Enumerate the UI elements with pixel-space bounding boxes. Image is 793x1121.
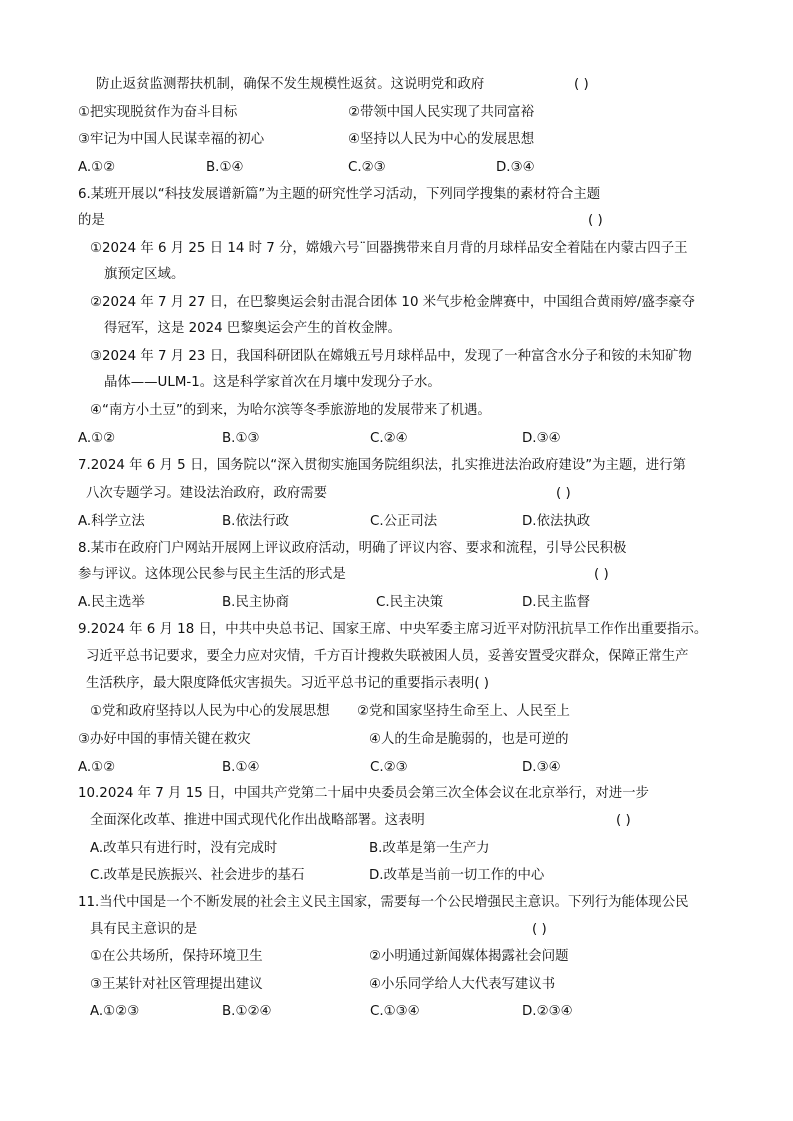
q11-choice-a: A.①②③ — [90, 1004, 140, 1019]
q11-stem-line1: 11.当代中国是一个不断发展的社会主义民主国家，需要每一个公民增强民主意识。下列行为能体现公民 — [78, 895, 689, 910]
q10-choice-c: C.改革是民族振兴、社会进步的基石 — [90, 868, 305, 883]
q10-choice-d: D.改革是当前一切工作的中心 — [369, 868, 545, 883]
q6-stem-line1: 6.某班开展以“科技发展谱新篇”为主题的研究性学习活动，下列同学搜集的素材符合主题 — [78, 187, 601, 202]
q7-stem-line1: 7.2024 年 6 月 5 日，国务院以“深入贯彻实施国务院组织法，扎实推进法治政府建设”为主题，进行第 — [78, 458, 686, 473]
q6-choice-d: D.③④ — [522, 431, 561, 446]
q7-stem-line2: 八次专题学习。建设法治政府，政府需要 — [86, 486, 328, 501]
q6-item-2-line1: ②2024 年 7 月 27 日，在巴黎奥运会射击混合团体 10 米气步枪金牌赛中，中国组合黄雨婷/盛李豪夺 — [90, 295, 696, 310]
q8-stem-line1: 8.某市在政府门户网站开展网上评议政府活动，明确了评议内容、要求和流程，引导公民积极 — [78, 541, 627, 556]
q6-item-1-line1: ①2024 年 6 月 25 日 14 时 7 分，嫦娥六号¨回器携带来自月背的月球样品安全着陆在内蒙古四子王 — [90, 241, 688, 256]
q6-item-2-line2: 得冠军，这是 2024 巴黎奥运会产生的首枚金牌。 — [104, 321, 402, 336]
q5-choice-b: B.①④ — [206, 160, 244, 175]
q6-item-1-line2: 旗预定区域。 — [104, 267, 185, 282]
q9-option-2: ②党和国家坚持生命至上、人民至上 — [357, 704, 570, 719]
q11-option-1: ①在公共场所，保持环境卫生 — [90, 949, 263, 964]
q9-stem-line2: 习近平总书记要求，要全力应对灾情，千方百计搜救失联被困人员，妥善安置受灾群众，保障正常生产 — [86, 649, 689, 664]
q5-option-2: ②带领中国人民实现了共同富裕 — [348, 105, 535, 120]
q6-choice-c: C.②④ — [370, 431, 408, 446]
q11-choice-d: D.②③④ — [522, 1004, 573, 1019]
q7-choice-a: A.科学立法 — [78, 514, 145, 529]
q6-item-3-line1: ③2024 年 7 月 23 日，我国科研团队在嫦娥五号月球样品中，发现了一种富含水分子和铵的未知矿物 — [90, 349, 692, 364]
q5-choice-c: C.②③ — [348, 160, 386, 175]
q6-choice-b: B.①③ — [222, 431, 260, 446]
q11-option-2: ②小明通过新闻媒体揭露社会问题 — [369, 949, 569, 964]
q10-choice-a: A.改革只有进行时，没有完成时 — [90, 841, 278, 856]
q9-choice-c: C.②③ — [370, 760, 408, 775]
q11-stem-line2: 具有民主意识的是 — [90, 922, 198, 937]
q11-answer-bracket: ( ) — [532, 922, 547, 937]
q8-answer-bracket: ( ) — [594, 567, 609, 582]
q5-option-1: ①把实现脱贫作为奋斗目标 — [78, 105, 238, 120]
q10-stem-line2: 全面深化改革、推进中国式现代化作出战略部署。这表明 — [90, 813, 425, 828]
q5-choice-d: D.③④ — [496, 160, 535, 175]
q9-choice-a: A.①② — [78, 760, 116, 775]
q8-choice-c: C.民主决策 — [376, 595, 444, 610]
q11-option-4: ④小乐同学给人大代表写建议书 — [369, 977, 556, 992]
q7-answer-bracket: ( ) — [556, 486, 571, 501]
q5-answer-bracket: ( ) — [574, 77, 589, 92]
q8-choice-a: A.民主选举 — [78, 595, 145, 610]
q11-option-3: ③王某针对社区管理提出建议 — [90, 977, 263, 992]
q5-choice-a: A.①② — [78, 160, 116, 175]
q5-option-4: ④坚持以人民为中心的发展思想 — [348, 132, 535, 147]
q6-item-4: ④“南方小土豆”的到来，为哈尔滨等冬季旅游地的发展带来了机遇。 — [90, 403, 491, 418]
q9-choice-b: B.①④ — [222, 760, 260, 775]
q9-choice-d: D.③④ — [522, 760, 561, 775]
q10-stem-line1: 10.2024 年 7 月 15 日，中国共产党第二十届中央委员会第三次全体会议在北京举行，对进一步 — [78, 786, 649, 801]
q5-stem: 防止返贫监测帮扶机制，确保不发生规模性返贫。这说明党和政府 — [96, 77, 485, 92]
q11-choice-c: C.①③④ — [370, 1004, 420, 1019]
q6-choice-a: A.①② — [78, 431, 116, 446]
q9-option-1: ①党和政府坚持以人民为中心的发展思想 — [90, 704, 330, 719]
q8-choice-d: D.民主监督 — [522, 595, 591, 610]
q8-choice-b: B.民主协商 — [222, 595, 290, 610]
q9-option-4: ④人的生命是脆弱的，也是可逆的 — [369, 732, 569, 747]
q6-answer-bracket: ( ) — [588, 213, 603, 228]
q7-choice-d: D.依法执政 — [522, 514, 591, 529]
q6-item-3-line2: 晶体——ULM-1。这是科学家首次在月壤中发现分子水。 — [104, 375, 441, 390]
q10-choice-b: B.改革是第一生产力 — [369, 841, 490, 856]
q7-choice-b: B.依法行政 — [222, 514, 290, 529]
q9-option-3: ③办好中国的事情关键在救灾 — [78, 732, 251, 747]
q8-stem-line2: 参与评议。这体现公民参与民主生活的形式是 — [78, 567, 346, 582]
q5-option-3: ③牢记为中国人民谋幸福的初心 — [78, 132, 265, 147]
q7-choice-c: C.公正司法 — [370, 514, 438, 529]
q9-stem-line3: 生活秩序，最大限度降低灾害损失。习近平总书记的重要指示表明( ) — [86, 676, 490, 691]
q6-stem-line2: 的是 — [78, 213, 105, 228]
q9-stem-line1: 9.2024 年 6 月 18 日，中共中央总书记、国家王席、中央军委主席习近平对防汛抗旱工作作出重要指示。 — [78, 622, 708, 637]
q11-choice-b: B.①②④ — [222, 1004, 272, 1019]
q10-answer-bracket: ( ) — [616, 813, 631, 828]
